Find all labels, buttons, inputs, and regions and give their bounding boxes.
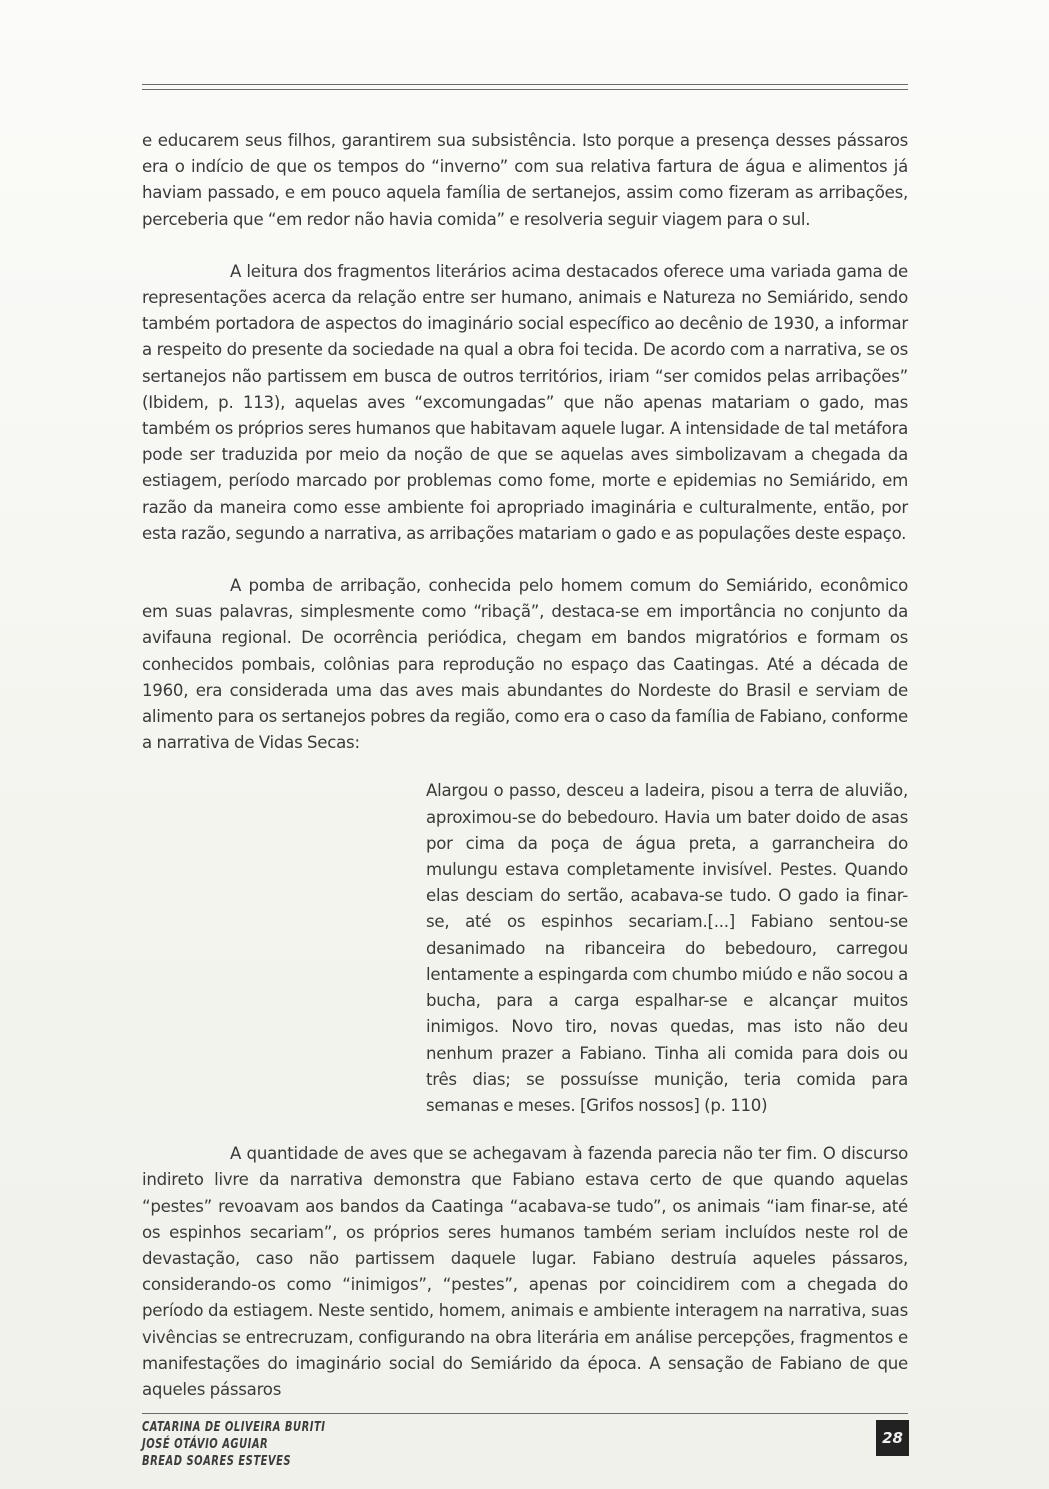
author-name: CATARINA DE OLIVEIRA BURITI	[142, 1419, 326, 1435]
author-name: BREAD SOARES ESTEVES	[142, 1453, 292, 1469]
paragraph-literary-fragments: A leitura dos fragmentos literários acima destacados oferece uma variada gama de representações acerca da relação entre ser humano, animais e Natureza no Semiárido, sendo também portadora de aspectos do imaginário social específico ao decênio de 1930, a informar a respeito do presente da sociedade na qual a obra foi tecida. De acordo com a narrativa, se os sertanejos não partissem em busca de outros territórios, iriam “ser comidos pelas arribações” (Ibidem, p. 113), aquelas aves “excomungadas” que não apenas matariam o gado, mas também os próprios seres humanos que habitavam aquele lugar. A intensidade de tal metáfora pode ser traduzida por meio da noção de que se aquelas aves simbolizavam a chegada da estiagem, período marcado por problemas como fome, morte e epidemias no Semiárido, em razão da maneira como esse ambiente foi apropriado imaginária e culturalmente, então, por esta razão, segundo a narrativa, as arribações matariam o gado e as populações deste espaço.	[142, 261, 908, 543]
author-name: JOSÉ OTÁVIO AGUIAR	[142, 1436, 269, 1452]
page-number-badge: 28	[876, 1420, 909, 1456]
block-quote: Alargou o passo, desceu a ladeira, pisou a terra de aluvião, aproximou-se do bebedouro. Havia um bater doido de asas por cima da poça de água preta, a garrancheira do mulungu estava completamente invisível. Pestes. Quando elas desciam do sertão, acabava-se tudo. O gado ia finar-se, até os espinhos secariam.[...] Fabiano sentou-se desanimado na ribanceira do bebedouro, carregou lentamente a espingarda com chumbo miúdo e não socou a bucha, para a carga espalhar-se e alcançar muitos inimigos. Novo tiro, novas quedas, mas isto não deu nenhum prazer a Fabiano. Tinha ali comida para dois ou três dias; se possuísse munição, teria comida para semanas e meses. [Grifos nossos] (p. 110)	[426, 781, 908, 1115]
body-text	[142, 128, 908, 1403]
paragraph-quantidade-aves: A quantidade de aves que se achegavam à fazenda parecia não ter fim. O discurso indireto livre da narrativa demonstra que Fabiano estava certo de que quando aquelas “pestes” revoavam aos bandos da Caatinga “acabava-se tudo”, os animais “iam finar-se, até os espinhos secariam”, os próprios seres humanos também seriam incluídos neste rol de devastação, caso não partissem daquele lugar. Fabiano destruía aqueles pássaros, considerando-os como “inimigos”, “pestes”, apenas por coincidirem com a chegada do período da estiagem. Neste sentido, homem, animais e ambiente interagem na narrativa, suas vivências se entrecruzam, configurando na obra literária em análise percepções, fragmentos e manifestações do imaginário social do Semiárido da época. A sensação de Fabiano de que aqueles pássaros	[142, 1144, 908, 1399]
paragraph-continued: e educarem seus filhos, garantirem sua subsistência. Isto porque a presença desses pássaros era o indício de que os tempos do “inverno” com sua relativa fartura de água e alimentos já haviam passado, e em pouco aquela família de sertanejos, assim como fizeram as arribações, perceberia que “em redor não havia comida” e resolveria seguir viagem para o sul.	[142, 131, 908, 229]
paragraph-pomba-arribacao: A pomba de arribação, conhecida pelo homem comum do Semiárido, econômico em suas palavras, simplesmente como “ribaçã”, destaca-se em importância no conjunto da avifauna regional. De ocorrência periódica, chegam em bandos migratórios e formam os conhecidos pombais, colônias para reprodução no espaço das Caatingas. Até a década de 1960, era considerada uma das aves mais abundantes do Nordeste do Brasil e serviam de alimento para os sertanejos pobres da região, como era o caso da família de Fabiano, conforme a narrativa de Vidas Secas:	[142, 576, 908, 753]
header-double-rule	[142, 84, 908, 90]
footer-rule	[142, 1413, 908, 1414]
footer-authors	[142, 1419, 325, 1470]
